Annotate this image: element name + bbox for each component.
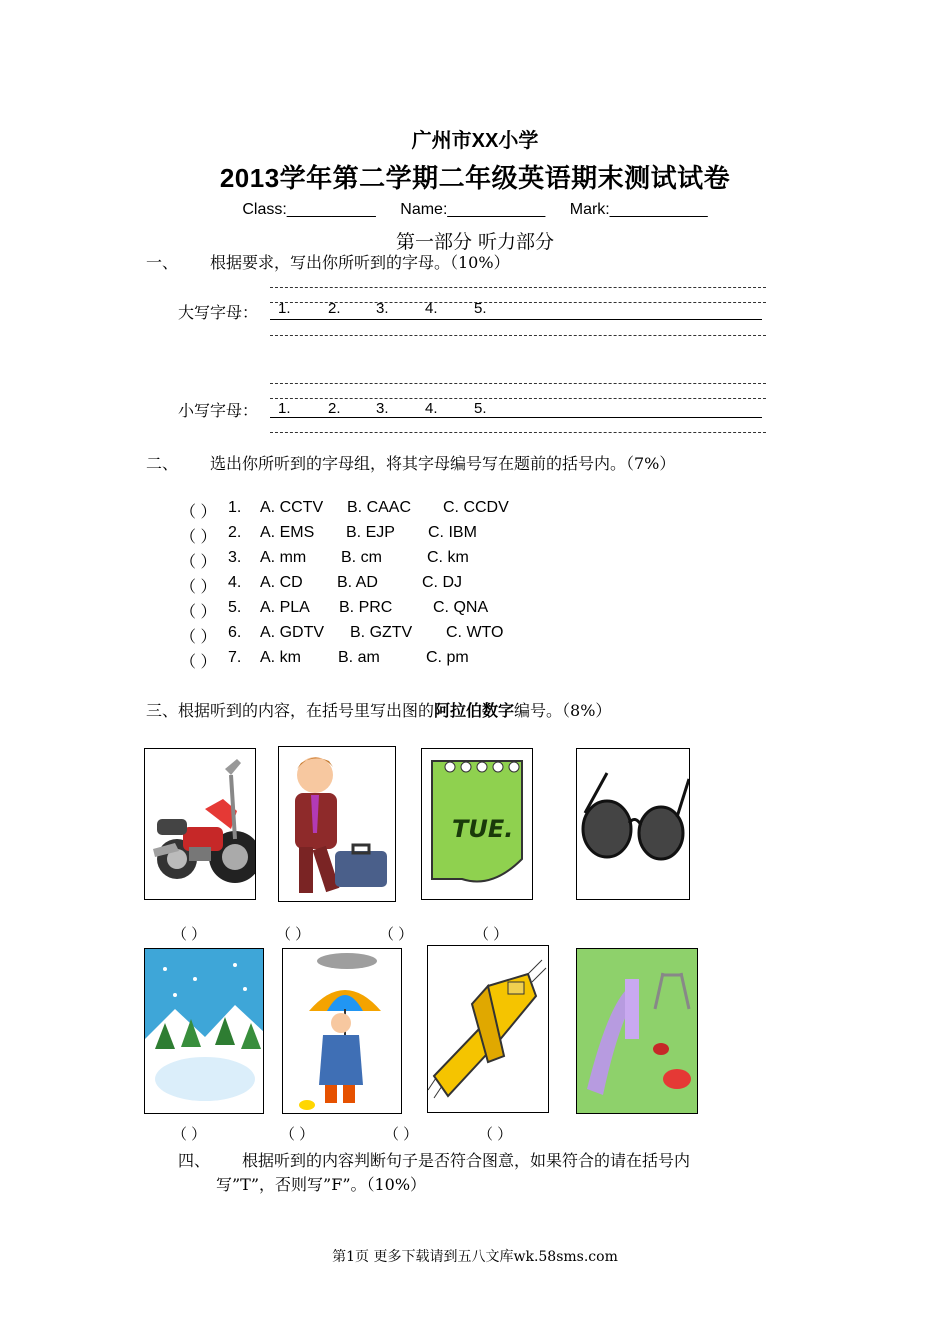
section-four-line1: 根据听到的内容判断句子是否符合图意，如果符合的请在括号内 (242, 1151, 691, 1170)
calendar-picture (421, 748, 533, 900)
page-footer: 第1页 更多下载请到五八文库wk.58sms.com (332, 1249, 618, 1265)
slot-label: 3. (376, 300, 389, 317)
slot-label: 4. (425, 300, 438, 317)
option-b: B. CAAC (347, 499, 412, 516)
option-c: C. CCDV (443, 499, 509, 516)
section-two-heading (146, 451, 675, 474)
section-one-instruction: 根据要求，写出你所听到的字母。（10%） (210, 253, 510, 272)
exam-title: 2013学年第二学期二年级英语期末测试试卷 (219, 163, 731, 193)
writing-line-bottom (270, 432, 766, 433)
answer-paren[interactable]: （ ） (180, 604, 217, 621)
question-number: 1. (228, 499, 242, 516)
section-four-number: 四、 (178, 1151, 211, 1170)
slot-label: 1. (278, 300, 291, 317)
option-c: C. km (427, 549, 469, 566)
section-four-line2: 写”T”，否则写”F”。（10%） (216, 1175, 427, 1194)
section-three-prefix: 三、根据听到的内容，在括号里写出图的 (146, 701, 435, 720)
question-row (180, 524, 580, 546)
option-a: A. CD (260, 574, 303, 591)
snow-scene-picture (144, 948, 264, 1114)
answer-paren[interactable]: （ ） (280, 1126, 315, 1143)
writing-baseline (270, 319, 762, 320)
question-row (180, 499, 580, 521)
lowercase-label: 小写字母： (178, 401, 259, 420)
question-row (180, 599, 580, 621)
scarf-picture (427, 945, 549, 1113)
option-a: A. GDTV (260, 624, 325, 641)
playground-picture (576, 948, 698, 1114)
slot-label: 1. (278, 400, 291, 417)
answer-paren[interactable]: （ ） (180, 654, 217, 671)
part-one-title: 第一部分 听力部分 (395, 231, 555, 253)
man-with-briefcase-icon (279, 747, 396, 902)
answer-paren[interactable]: （ ） (379, 926, 414, 943)
motorcycle-picture (144, 748, 256, 900)
question-number: 6. (228, 624, 242, 641)
writing-line-top (270, 287, 766, 288)
section-one-number: 一、 (146, 253, 179, 272)
school-name: 广州市XX小学 (411, 130, 539, 152)
slot-label: 5. (474, 400, 487, 417)
writing-baseline (270, 417, 762, 418)
option-c: C. QNA (433, 599, 489, 616)
option-b: B. am (338, 649, 380, 666)
sunglasses-icon (577, 749, 690, 900)
rainy-child-picture (282, 948, 402, 1114)
playground-slide-icon (577, 949, 698, 1114)
answer-paren[interactable]: （ ） (180, 579, 217, 596)
question-list (180, 499, 580, 675)
section-one-heading (146, 250, 510, 273)
child-with-umbrella-icon (283, 949, 402, 1114)
section-four-heading (178, 1148, 690, 1171)
calendar-icon (422, 749, 533, 900)
section-two-instruction: 选出你所听到的字母组，将其字母编号写在题前的括号内。（7%） (210, 454, 676, 473)
writing-line-top (270, 383, 766, 384)
class-field[interactable]: Class:__________ (242, 201, 376, 218)
option-b: B. EJP (346, 524, 395, 541)
student-info-line (0, 201, 950, 219)
answer-paren[interactable]: （ ） (172, 1126, 207, 1143)
option-a: A. PLA (260, 599, 310, 616)
question-number: 4. (228, 574, 242, 591)
slot-label: 5. (474, 300, 487, 317)
option-c: C. DJ (422, 574, 462, 591)
slot-label: 3. (376, 400, 389, 417)
businessman-picture (278, 746, 396, 902)
option-b: B. cm (341, 549, 382, 566)
question-number: 5. (228, 599, 242, 616)
answer-paren[interactable]: （ ） (180, 529, 217, 546)
option-a: A. km (260, 649, 301, 666)
sunglasses-picture (576, 748, 690, 900)
answer-paren[interactable]: （ ） (384, 1126, 419, 1143)
writing-line-mid (270, 398, 766, 399)
slot-label: 4. (425, 400, 438, 417)
scarf-icon (428, 946, 549, 1113)
question-number: 2. (228, 524, 242, 541)
option-b: B. GZTV (350, 624, 413, 641)
section-three-suffix: 编号。（8%） (514, 701, 612, 720)
question-row (180, 649, 580, 671)
option-c: C. pm (426, 649, 469, 666)
calendar-day-text: TUE. (452, 815, 514, 843)
answer-paren[interactable]: （ ） (172, 926, 207, 943)
section-two-number: 二、 (146, 454, 179, 473)
answer-paren[interactable]: （ ） (180, 629, 217, 646)
option-a: A. mm (260, 549, 307, 566)
option-b: B. PRC (339, 599, 393, 616)
slot-label: 2. (328, 400, 341, 417)
question-row (180, 624, 580, 646)
answer-paren[interactable]: （ ） (478, 1126, 513, 1143)
answer-paren[interactable]: （ ） (474, 926, 509, 943)
option-c: C. IBM (428, 524, 477, 541)
uppercase-label: 大写字母： (178, 303, 259, 322)
uppercase-slots[interactable] (278, 300, 758, 320)
winter-landscape-icon (145, 949, 264, 1114)
section-three-emphasis: 阿拉伯数字 (434, 701, 515, 720)
option-a: A. EMS (260, 524, 315, 541)
mark-field[interactable]: Mark:___________ (569, 201, 708, 218)
answer-paren[interactable]: （ ） (180, 554, 217, 571)
question-number: 7. (228, 649, 242, 666)
slot-label: 2. (328, 300, 341, 317)
writing-line-bottom (270, 335, 766, 336)
question-row (180, 574, 580, 596)
motorcycle-icon (145, 749, 256, 900)
question-row (180, 549, 580, 571)
question-number: 3. (228, 549, 242, 566)
option-c: C. WTO (446, 624, 504, 641)
answer-paren[interactable]: （ ） (180, 504, 217, 521)
name-field[interactable]: Name:___________ (400, 201, 546, 218)
option-b: B. AD (337, 574, 378, 591)
section-three-heading (146, 698, 611, 721)
option-a: A. CCTV (260, 499, 324, 516)
answer-paren[interactable]: （ ） (276, 926, 311, 943)
